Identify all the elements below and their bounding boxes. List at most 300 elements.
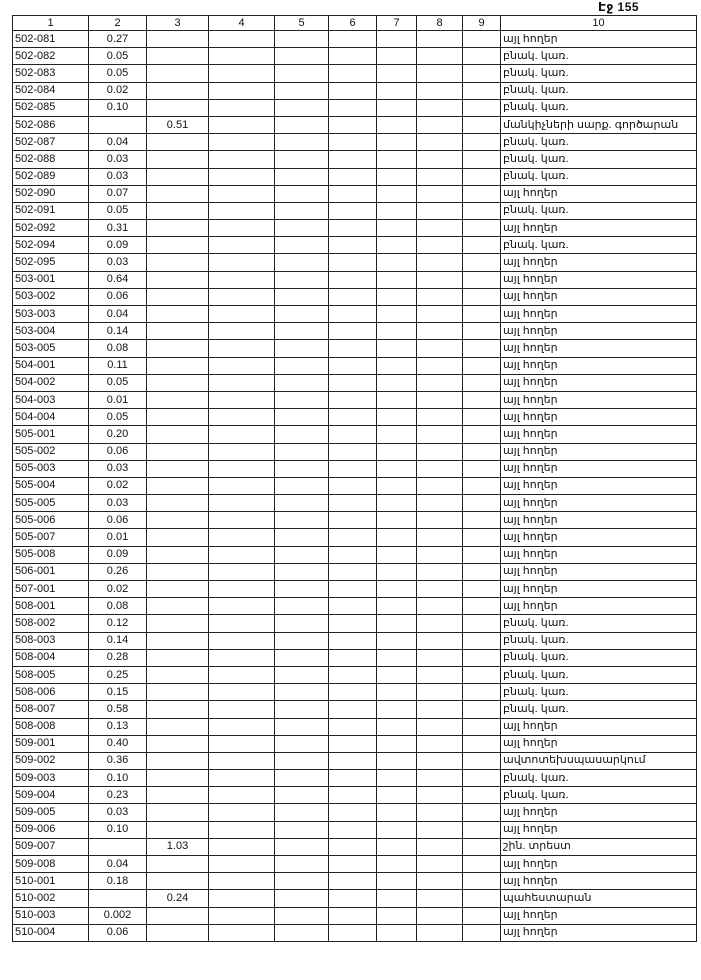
column-9-cell [463,563,501,580]
column-6-cell [329,924,377,941]
column-6-cell [329,873,377,890]
table-row [13,477,697,494]
land-use-cell: այլ հողեր [501,529,697,546]
column-6-cell [329,168,377,185]
table-row [13,134,697,151]
column-8-cell [417,529,463,546]
column-4-cell [209,684,275,701]
table-row [13,907,697,924]
column-6-cell [329,546,377,563]
column-7-cell [377,890,417,907]
column-3-cell [147,460,209,477]
column-4-cell [209,374,275,391]
column-7-cell [377,288,417,305]
column-3-cell [147,65,209,82]
table-row [13,752,697,769]
column-3-cell [147,151,209,168]
column-6-cell [329,856,377,873]
column-6-cell [329,563,377,580]
land-use-cell: բնակ. կառ. [501,701,697,718]
area-cell: 0.27 [89,31,147,48]
table-row [13,495,697,512]
land-use-cell: այլ հողեր [501,443,697,460]
area-cell: 0.28 [89,649,147,666]
area-cell: 0.03 [89,151,147,168]
column-8-cell [417,512,463,529]
land-use-cell: բնակ. կառ. [501,65,697,82]
parcel-code-cell: 510-004 [13,924,89,941]
land-use-cell: այլ հողեր [501,323,697,340]
table-row [13,306,697,323]
column-8-cell [417,477,463,494]
column-7-cell [377,804,417,821]
column-6-cell [329,254,377,271]
column-9-cell [463,666,501,683]
column-8-cell [417,924,463,941]
area-cell: 0.04 [89,856,147,873]
column-9-cell [463,202,501,219]
column-6-cell [329,735,377,752]
column-8-cell [417,684,463,701]
area-cell: 0.20 [89,426,147,443]
table-row [13,615,697,632]
area-cell: 0.09 [89,237,147,254]
column-4-cell [209,323,275,340]
land-use-cell: այլ հողեր [501,735,697,752]
column-6-cell [329,770,377,787]
land-use-cell: շին. տրեստ [501,838,697,855]
column-6-cell [329,460,377,477]
parcel-code-cell: 502-087 [13,134,89,151]
table-row [13,701,697,718]
column-9-cell [463,735,501,752]
land-use-cell: բնակ. կառ. [501,770,697,787]
column-8-cell [417,237,463,254]
column-3-cell [147,271,209,288]
area-cell: 0.04 [89,134,147,151]
area-cell: 0.06 [89,512,147,529]
column-7-cell [377,426,417,443]
column-6-cell [329,374,377,391]
area-cell: 0.06 [89,443,147,460]
parcel-code-cell: 503-001 [13,271,89,288]
column-5-cell [275,237,329,254]
column-8-cell [417,649,463,666]
column-7-cell [377,220,417,237]
table-row [13,288,697,305]
column-7-cell [377,856,417,873]
column-9-cell [463,546,501,563]
column-7-cell [377,529,417,546]
column-6-cell [329,82,377,99]
column-6-cell [329,220,377,237]
column-3-cell [147,701,209,718]
land-use-cell: բնակ. կառ. [501,134,697,151]
column-8-cell [417,340,463,357]
column-header: 4 [209,16,275,31]
parcel-code-cell: 508-003 [13,632,89,649]
column-5-cell [275,357,329,374]
table-row [13,787,697,804]
column-6-cell [329,323,377,340]
column-9-cell [463,821,501,838]
table-row [13,598,697,615]
column-7-cell [377,443,417,460]
column-8-cell [417,838,463,855]
parcel-code-cell: 502-085 [13,99,89,116]
area-cell: 0.05 [89,374,147,391]
column-8-cell [417,409,463,426]
column-3-cell [147,546,209,563]
column-9-cell [463,718,501,735]
column-9-cell [463,116,501,133]
column-4-cell [209,99,275,116]
land-use-cell: այլ հողեր [501,374,697,391]
column-6-cell [329,237,377,254]
column-4-cell [209,254,275,271]
area-cell: 0.08 [89,340,147,357]
land-use-cell: այլ հողեր [501,821,697,838]
column-3-cell [147,168,209,185]
column-9-cell [463,357,501,374]
column-5-cell [275,598,329,615]
table-row [13,202,697,219]
column-3-cell [147,237,209,254]
column-7-cell [377,615,417,632]
table-row [13,220,697,237]
table-row [13,512,697,529]
area-cell: 0.18 [89,873,147,890]
column-7-cell [377,48,417,65]
parcel-code-cell: 502-094 [13,237,89,254]
column-7-cell [377,598,417,615]
table-row [13,237,697,254]
parcel-code-cell: 509-008 [13,856,89,873]
column-7-cell [377,254,417,271]
land-use-cell: այլ հողեր [501,477,697,494]
column-8-cell [417,151,463,168]
parcel-code-cell: 503-002 [13,288,89,305]
column-4-cell [209,168,275,185]
table-row [13,735,697,752]
column-4-cell [209,563,275,580]
land-use-cell: բնակ. կառ. [501,615,697,632]
column-7-cell [377,546,417,563]
column-3-cell [147,804,209,821]
land-use-cell: այլ հողեր [501,718,697,735]
column-9-cell [463,82,501,99]
land-use-cell: այլ հողեր [501,357,697,374]
area-cell: 0.09 [89,546,147,563]
land-use-cell: մանկիչների սարք. գործարան [501,116,697,133]
column-4-cell [209,357,275,374]
column-5-cell [275,907,329,924]
column-4-cell [209,31,275,48]
column-7-cell [377,649,417,666]
area-cell: 0.06 [89,924,147,941]
column-6-cell [329,615,377,632]
area-cell: 0.23 [89,787,147,804]
column-7-cell [377,65,417,82]
column-3-cell [147,512,209,529]
column-5-cell [275,632,329,649]
column-8-cell [417,65,463,82]
column-4-cell [209,220,275,237]
column-7-cell [377,168,417,185]
parcel-code-cell: 503-004 [13,323,89,340]
column-7-cell [377,185,417,202]
table-row [13,460,697,477]
table-row [13,48,697,65]
table-row [13,99,697,116]
column-3-cell: 0.24 [147,890,209,907]
column-6-cell [329,202,377,219]
table-row [13,65,697,82]
column-8-cell [417,116,463,133]
parcel-code-cell: 502-084 [13,82,89,99]
column-4-cell [209,512,275,529]
land-use-cell: բնակ. կառ. [501,649,697,666]
land-use-cell: պահեստարան [501,890,697,907]
area-cell: 0.36 [89,752,147,769]
table-row [13,873,697,890]
column-6-cell [329,477,377,494]
area-cell: 0.14 [89,323,147,340]
table-row [13,31,697,48]
column-8-cell [417,31,463,48]
column-5-cell [275,649,329,666]
column-4-cell [209,460,275,477]
parcel-code-cell: 508-006 [13,684,89,701]
column-7-cell [377,701,417,718]
column-7-cell [377,787,417,804]
column-6-cell [329,99,377,116]
table-row [13,632,697,649]
column-8-cell [417,271,463,288]
column-5-cell [275,426,329,443]
column-6-cell [329,890,377,907]
column-9-cell [463,323,501,340]
column-5-cell [275,495,329,512]
column-8-cell [417,443,463,460]
table-row [13,426,697,443]
column-3-cell [147,907,209,924]
column-8-cell [417,426,463,443]
column-8-cell [417,666,463,683]
column-9-cell [463,31,501,48]
column-3-cell [147,735,209,752]
column-8-cell [417,632,463,649]
column-5-cell [275,581,329,598]
column-8-cell [417,357,463,374]
column-3-cell [147,323,209,340]
column-8-cell [417,563,463,580]
column-9-cell [463,752,501,769]
land-use-cell: բնակ. կառ. [501,684,697,701]
column-9-cell [463,924,501,941]
table-row [13,271,697,288]
column-8-cell [417,581,463,598]
column-7-cell [377,306,417,323]
table-row [13,151,697,168]
column-3-cell [147,529,209,546]
column-4-cell [209,787,275,804]
land-use-cell: այլ հողեր [501,306,697,323]
column-6-cell [329,151,377,168]
column-9-cell [463,254,501,271]
land-use-cell: այլ հողեր [501,495,697,512]
table-row [13,684,697,701]
area-cell: 0.03 [89,804,147,821]
column-7-cell [377,666,417,683]
column-3-cell [147,202,209,219]
land-use-cell: այլ հողեր [501,907,697,924]
land-use-cell: այլ հողեր [501,924,697,941]
column-5-cell [275,151,329,168]
column-6-cell [329,116,377,133]
column-3-cell [147,563,209,580]
column-4-cell [209,391,275,408]
column-7-cell [377,99,417,116]
column-8-cell [417,615,463,632]
column-6-cell [329,65,377,82]
column-4-cell [209,701,275,718]
land-use-cell: այլ հողեր [501,288,697,305]
parcel-code-cell: 508-007 [13,701,89,718]
column-9-cell [463,220,501,237]
column-header: 7 [377,16,417,31]
land-use-cell: բնակ. կառ. [501,151,697,168]
column-5-cell [275,220,329,237]
column-3-cell [147,924,209,941]
land-use-cell: բնակ. կառ. [501,48,697,65]
column-3-cell [147,770,209,787]
column-5-cell [275,924,329,941]
parcel-code-cell: 505-006 [13,512,89,529]
area-cell: 0.06 [89,288,147,305]
column-3-cell [147,443,209,460]
column-header: 8 [417,16,463,31]
column-4-cell [209,821,275,838]
column-5-cell [275,185,329,202]
header-row [13,16,697,31]
column-3-cell [147,787,209,804]
table-row [13,649,697,666]
area-cell: 0.02 [89,477,147,494]
column-7-cell [377,632,417,649]
land-use-cell: բնակ. կառ. [501,666,697,683]
column-5-cell [275,770,329,787]
column-4-cell [209,134,275,151]
column-5-cell [275,254,329,271]
column-3-cell [147,495,209,512]
column-5-cell [275,443,329,460]
table-row [13,563,697,580]
column-4-cell [209,581,275,598]
area-cell: 0.13 [89,718,147,735]
column-4-cell [209,340,275,357]
table-row [13,168,697,185]
column-9-cell [463,907,501,924]
column-7-cell [377,581,417,598]
land-use-cell: այլ հողեր [501,391,697,408]
column-5-cell [275,615,329,632]
parcel-code-cell: 502-090 [13,185,89,202]
column-7-cell [377,512,417,529]
column-9-cell [463,409,501,426]
column-4-cell [209,443,275,460]
parcel-code-cell: 504-001 [13,357,89,374]
column-6-cell [329,821,377,838]
area-cell: 0.002 [89,907,147,924]
column-6-cell [329,701,377,718]
column-7-cell [377,357,417,374]
column-4-cell [209,546,275,563]
column-7-cell [377,752,417,769]
column-7-cell [377,202,417,219]
column-5-cell [275,529,329,546]
column-5-cell [275,306,329,323]
column-7-cell [377,116,417,133]
parcel-code-cell: 504-002 [13,374,89,391]
column-9-cell [463,649,501,666]
parcel-code-cell: 505-001 [13,426,89,443]
column-9-cell [463,598,501,615]
column-7-cell [377,82,417,99]
column-7-cell [377,340,417,357]
table-row [13,323,697,340]
column-4-cell [209,202,275,219]
parcel-code-cell: 504-004 [13,409,89,426]
parcel-code-cell: 504-003 [13,391,89,408]
parcel-code-cell: 508-008 [13,718,89,735]
table-row [13,529,697,546]
column-3-cell [147,134,209,151]
column-4-cell [209,65,275,82]
parcel-code-cell: 502-095 [13,254,89,271]
column-4-cell [209,477,275,494]
land-use-cell: ավտոտեխսպասարկում [501,752,697,769]
column-4-cell [209,666,275,683]
column-9-cell [463,512,501,529]
column-7-cell [377,134,417,151]
table-row [13,443,697,460]
column-6-cell [329,684,377,701]
parcel-code-cell: 503-005 [13,340,89,357]
area-cell: 0.05 [89,202,147,219]
area-cell: 0.07 [89,185,147,202]
area-cell [89,116,147,133]
column-8-cell [417,374,463,391]
parcel-code-cell: 505-008 [13,546,89,563]
table-row [13,821,697,838]
land-use-cell: բնակ. կառ. [501,168,697,185]
column-9-cell [463,684,501,701]
column-9-cell [463,632,501,649]
column-9-cell [463,99,501,116]
column-header: 2 [89,16,147,31]
column-5-cell [275,856,329,873]
column-5-cell [275,752,329,769]
column-7-cell [377,907,417,924]
parcel-code-cell: 509-001 [13,735,89,752]
area-cell: 0.04 [89,306,147,323]
column-4-cell [209,495,275,512]
area-cell [89,890,147,907]
parcel-code-cell: 509-004 [13,787,89,804]
land-use-cell: այլ հողեր [501,546,697,563]
column-4-cell [209,48,275,65]
